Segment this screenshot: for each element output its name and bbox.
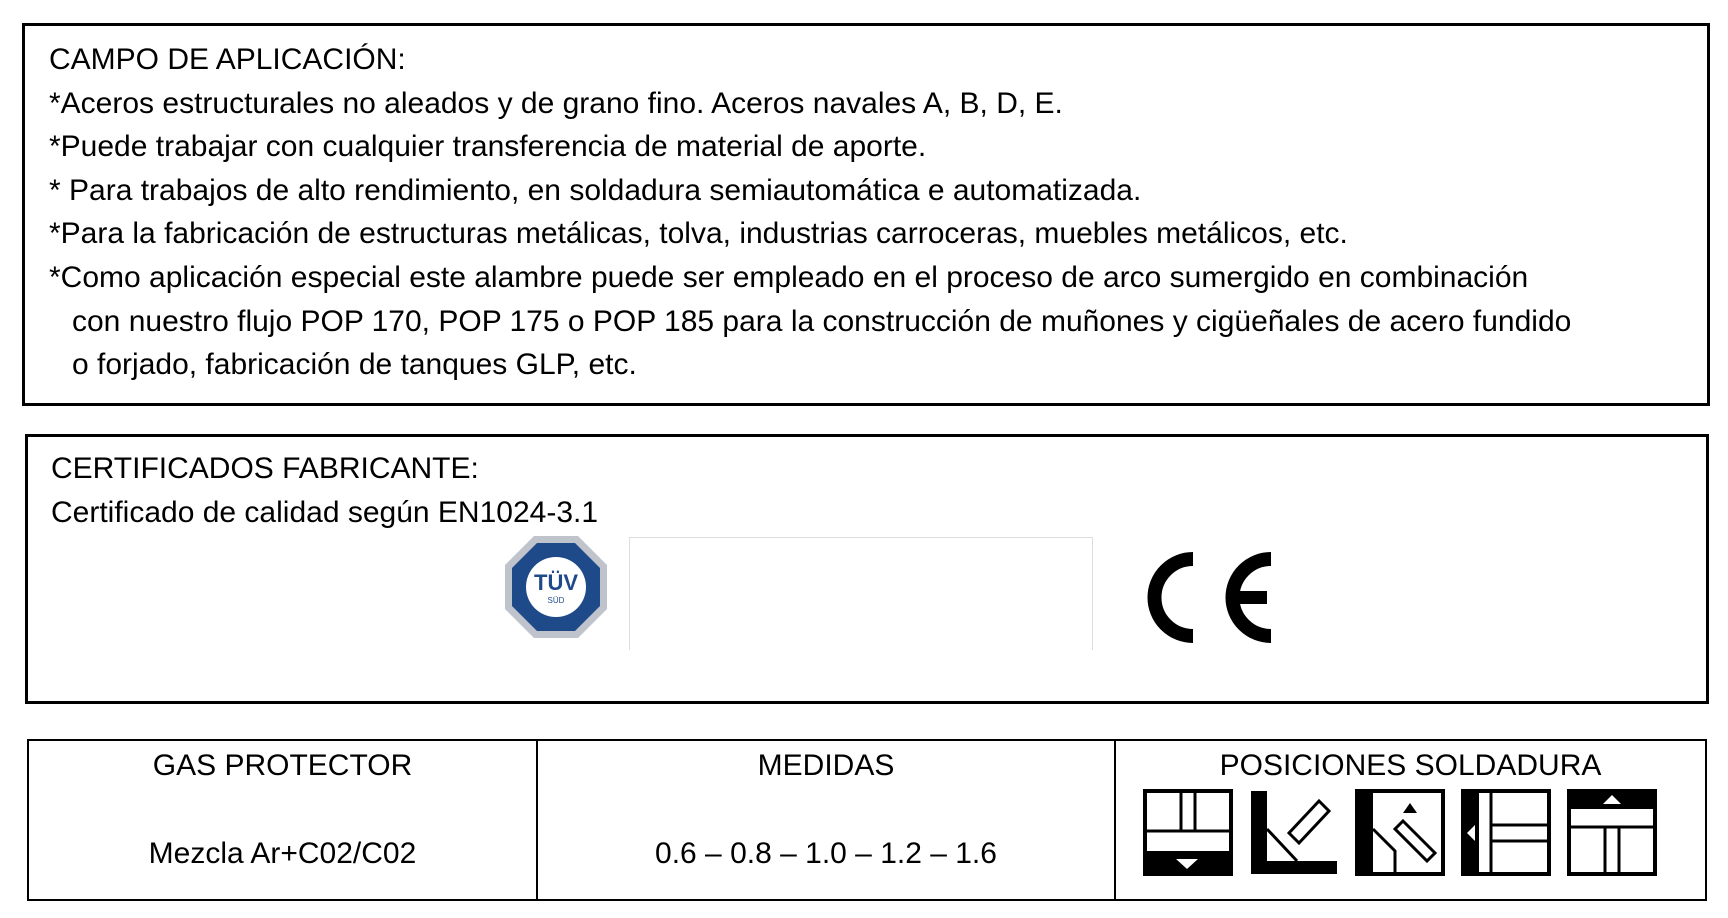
- campo-line: *Puede trabajar con cualquier transferencia de material de aporte.: [49, 130, 927, 164]
- campo-line: con nuestro flujo POP 170, POP 175 o POP 185 para la construcción de muñones y cigüeñales de acero fundido: [72, 304, 1572, 338]
- gas-column: [29, 741, 538, 899]
- ce-mark-icon: [1131, 545, 1281, 650]
- campo-line: *Para la fabricación de estructuras metálicas, tolva, industrias carroceras, muebles metálicos, etc.: [49, 217, 1348, 251]
- blank-logo-area: [629, 537, 1093, 650]
- tuv-logo-text: TÜV: [534, 570, 578, 595]
- campo-aplicacion-text: [49, 38, 1571, 387]
- tuv-logo-subtext: SÜD: [547, 596, 565, 605]
- medidas-column: [538, 741, 1116, 899]
- medidas-value: 0.6 – 0.8 – 1.0 – 1.2 – 1.6: [655, 837, 997, 870]
- campo-line: *Como aplicación especial este alambre puede ser empleado en el proceso de arco sumergido en combinación: [49, 260, 1529, 294]
- campo-line: * Para trabajos de alto rendimiento, en soldadura semiautomática e automatizada.: [49, 173, 1142, 207]
- flat-position-icon: [1145, 791, 1231, 874]
- overhead-position-icon: [1569, 791, 1655, 874]
- campo-line: *Aceros estructurales no aleados y de grano fino. Aceros navales A, B, D, E.: [49, 86, 1063, 120]
- certificados-box: [25, 434, 1709, 704]
- certificado-subtitle: Certificado de calidad según EN1024-3.1: [51, 496, 599, 529]
- certificados-title: CERTIFICADOS FABRICANTE:: [51, 452, 479, 485]
- posiciones-column: [1116, 741, 1705, 899]
- medidas-header: MEDIDAS: [757, 749, 895, 782]
- gas-value: Mezcla Ar+C02/C02: [148, 837, 417, 870]
- posiciones-header: POSICIONES SOLDADURA: [1219, 749, 1602, 782]
- horizontal-position-icon: [1463, 791, 1549, 874]
- campo-title: CAMPO DE APLICACIÓN:: [49, 43, 406, 76]
- campo-aplicacion-box: [22, 23, 1710, 406]
- vertical-up-icon: [1357, 791, 1443, 874]
- horizontal-fillet-icon: [1251, 791, 1337, 874]
- tuv-logo-icon: [501, 532, 611, 642]
- gas-header: GAS PROTECTOR: [152, 749, 413, 782]
- specs-table: [27, 739, 1707, 901]
- welding-positions-icons: [1143, 789, 1673, 876]
- campo-line: o forjado, fabricación de tanques GLP, etc.: [72, 348, 637, 382]
